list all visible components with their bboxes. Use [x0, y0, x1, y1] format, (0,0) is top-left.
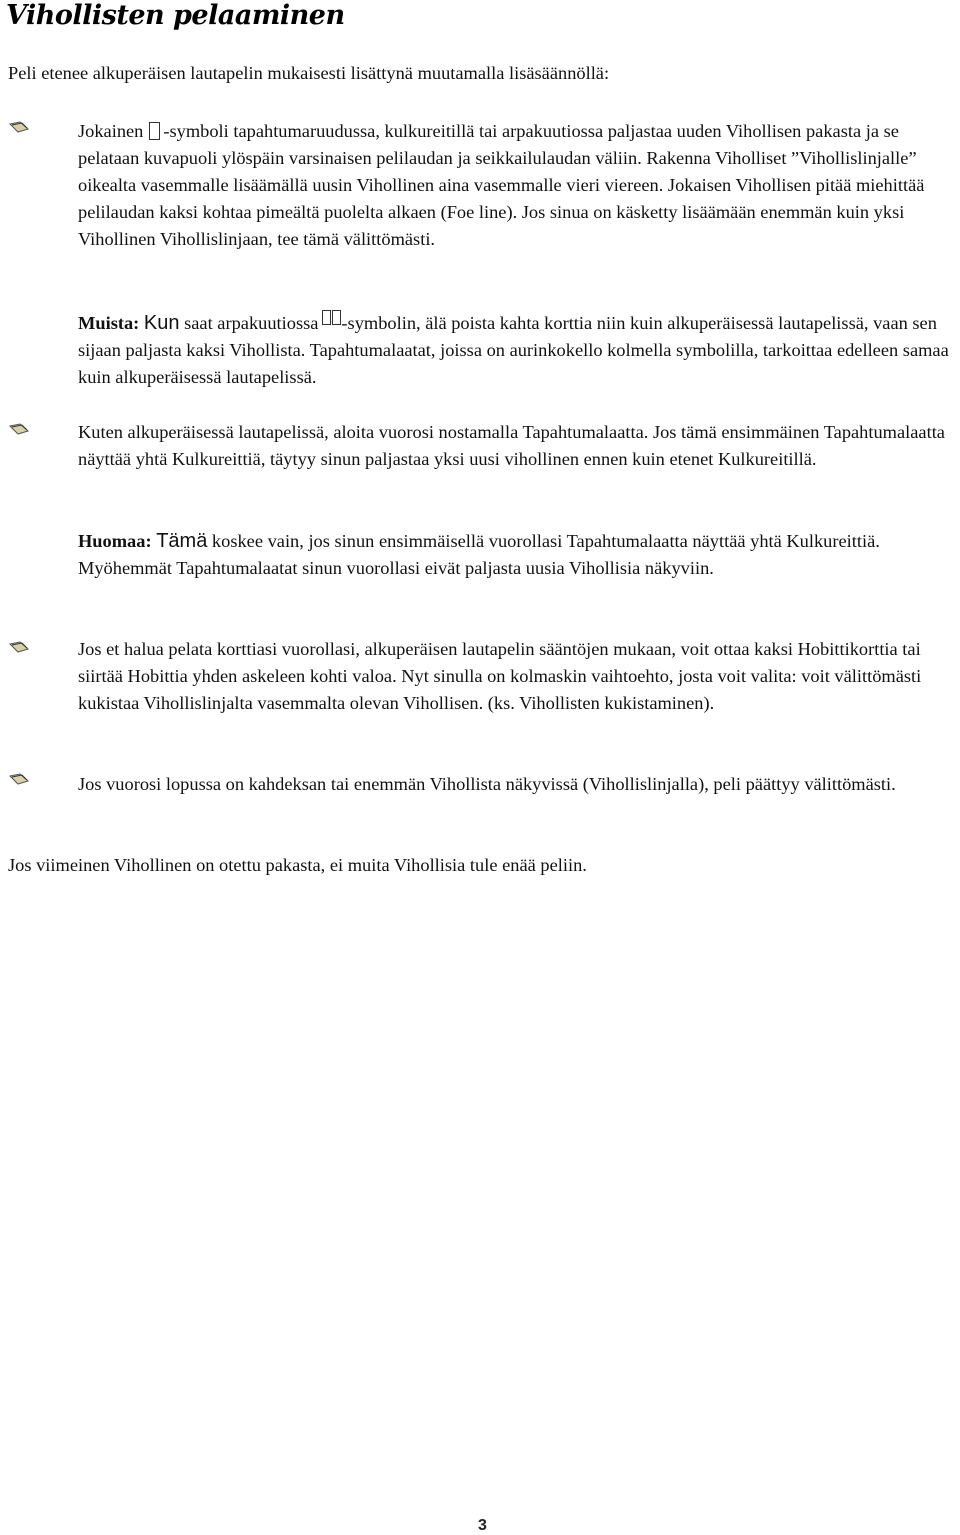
bullet-1-post: -symboli tapahtumaruudussa, kulkureitillä tai arpakuutiossa paljastaa uuden Vihollisen pakasta ja se pelataan kuvapuoli ylöspäin varsinaisen pelilaudan ja seikkailulaudan väliin. Rakenna Viholliset ”Vihollislinjalle” oikealta vasemmalle lisäämällä uusin Vihollinen aina vasemmalle vieri viereen. Jokaisen Vihollisen pitää miehittää pelilaudan kaksi kohtaa pimeältä puolelta alkaen (Foe line). Jos sinua on käsketty lisäämään enemmän kuin yksi Vihollinen Vihollislinjaan, tee tämä välittömästi. [78, 121, 925, 249]
enemy-symbol-icon [322, 310, 331, 325]
note-2-text: koskee vain, jos sinun ensimmäisellä vuorollasi Tapahtumalaatta näyttää yhtä Kulkureittiä. Myöhemmät Tapahtumalaatat sinun vuorollasi eivät paljasta uusia Vihollisia näkyviin. [78, 531, 880, 578]
note-1-pre: saat arpakuutiossa [184, 313, 319, 333]
pencil-bullet-icon [8, 422, 30, 436]
note-1-paragraph [78, 310, 954, 391]
note-1-label: Muista: [78, 313, 140, 333]
note-1-word: Kun [143, 312, 180, 334]
pencil-bullet-icon [8, 772, 30, 786]
pencil-bullet-icon [8, 640, 30, 654]
note-1-post: -symbolin, älä poista kahta korttia niin kuin alkuperäisessä lautapelissä, vaan sen sijaan paljasta kaksi Vihollista. Tapahtumalaatat, joissa on aurinkokello kolmella symbolilla, tarkoittaa edelleen samaa kuin alkuperäisessä lautapelissä. [78, 313, 949, 387]
bullet-3-paragraph: Jos et halua pelata korttiasi vuorollasi, alkuperäisen lautapelin sääntöjen mukaan, voit ottaa kaksi Hobittikorttia tai siirtää Hobittia yhden askeleen kohti valoa. Nyt sinulla on kolmaskin vaihtoehto, josta voit valita: voit välittömästi kukistaa Vihollislinjalta vasemmalta olevan Vihollisen. (ks. Vihollisten kukistaminen). [78, 639, 922, 713]
intro-paragraph: Peli etenee alkuperäisen lautapelin mukaisesti lisättynä muutamalla lisäsäännöllä: [8, 63, 610, 83]
bullet-1-paragraph [78, 118, 954, 253]
page-title: Vihollisten pelaaminen [6, 0, 345, 31]
note-2-paragraph [78, 528, 954, 582]
enemy-symbol-icon [149, 122, 160, 140]
bullet-4-paragraph: Jos vuorosi lopussa on kahdeksan tai enemmän Vihollista näkyvissä (Vihollislinjalla), peli päättyy välittömästi. [78, 774, 896, 794]
bullet-1-pre: Jokainen [78, 121, 144, 141]
pencil-bullet-icon [8, 120, 30, 134]
final-paragraph: Jos viimeinen Vihollinen on otettu pakasta, ei muita Vihollisia tule enää peliin. [8, 855, 587, 875]
bullet-2-paragraph: Kuten alkuperäisessä lautapelissä, aloita vuorosi nostamalla Tapahtumalaatta. Jos tämä ensimmäinen Tapahtumalaatta näyttää yhtä Kulkureittiä, täytyy sinun paljastaa yksi uusi vihollinen ennen kuin etenet Kulkureitillä. [78, 422, 945, 469]
note-2-word: Tämä [156, 530, 208, 552]
page-number: 3 [478, 1517, 487, 1534]
note-2-label: Huomaa: [78, 531, 152, 551]
